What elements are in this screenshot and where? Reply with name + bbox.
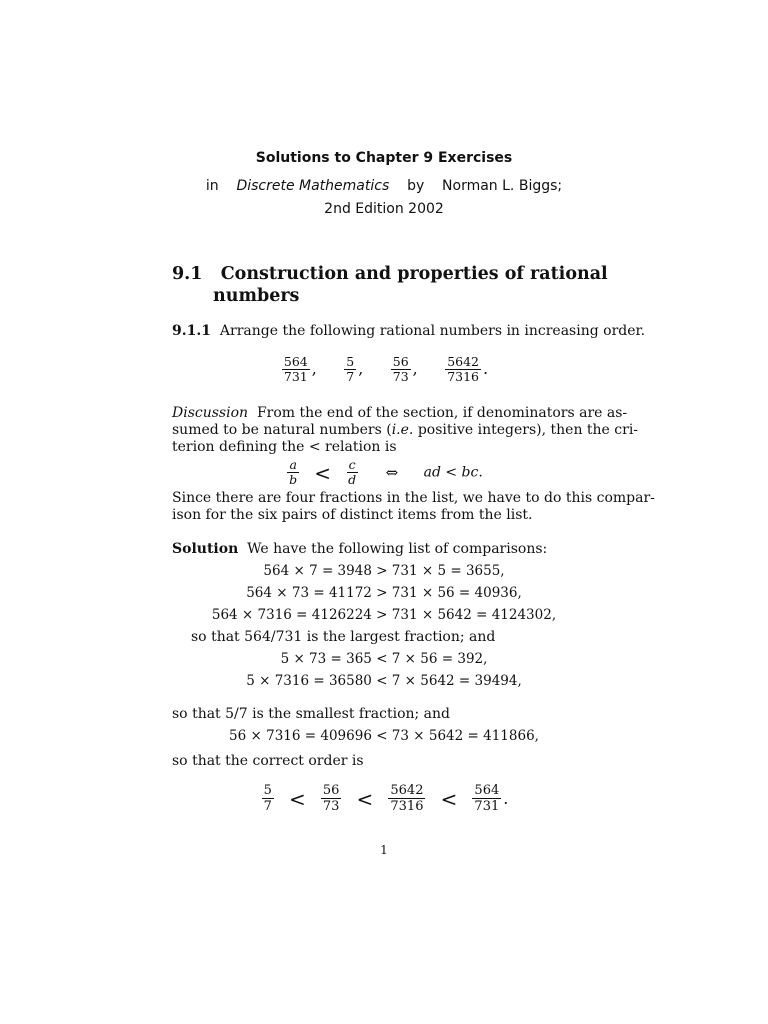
page-number: 1	[380, 843, 388, 857]
exercise-number: 9.1.1	[172, 323, 211, 339]
fraction-a-b: $\frac{a}{b}$	[289, 457, 298, 487]
solution-note-2: so that 5/7 is the smallest fraction; and	[172, 706, 451, 722]
discussion-line1: Discussion From the end of the section, if denominators are as-	[172, 405, 628, 421]
exercise-text: Arrange the following rational numbers in increasing order.	[219, 323, 646, 339]
less-than-symbol: <	[289, 786, 306, 811]
solution-note-1: so that 564/731 is the largest fraction; and	[191, 629, 496, 645]
discussion-after-line2: ison for the six pairs of distinct items from the list.	[172, 507, 533, 523]
fraction-list: $\frac{564}{731}$ , $\frac{5}{7}$ , $\frac{56}{73}$ , $\frac{5642}{7316}$ .	[283, 354, 489, 384]
less-than-symbol: <	[314, 460, 332, 485]
section-heading	[172, 264, 608, 284]
less-than-symbol: <	[440, 786, 458, 811]
solution-note-3: so that the correct order is	[172, 753, 364, 769]
author-name: Norman L. Biggs;	[442, 178, 563, 194]
less-than-symbol: <	[356, 786, 374, 811]
title-text: Solutions to Chapter 9 Exercises	[255, 150, 513, 166]
fraction-1: $\frac{564}{731}$	[283, 354, 308, 384]
exercise-statement	[172, 323, 645, 340]
document-title	[0, 150, 768, 166]
solution-label: Solution	[172, 541, 239, 557]
in-word: in	[205, 178, 219, 194]
discussion-label: Discussion	[172, 405, 249, 421]
order-fraction-2: $\frac{56}{73}$	[322, 783, 340, 814]
book-citation	[0, 178, 768, 194]
book-title: Discrete Mathematics	[236, 178, 390, 194]
equation-1: 564 × 7 = 3948 > 731 × 5 = 3655,	[263, 563, 505, 579]
criterion-formula	[0, 458, 768, 487]
order-fraction-4: $\frac{564}{731}$	[474, 783, 500, 814]
final-order: $\frac{5}{7}$ < $\frac{56}{73}$ < $\frac{5642}{7316}$ < $\frac{564}{731}$ .	[263, 783, 509, 814]
fraction-3: $\frac{56}{73}$	[392, 354, 409, 384]
section-number: 9.1	[172, 264, 203, 284]
edition: 2nd Edition 2002	[324, 201, 444, 217]
discussion-line2: sumed to be natural numbers (i.e. positive integers), then the cri-	[172, 422, 639, 438]
iff-symbol: ⇔	[385, 463, 399, 482]
equation-3: 564 × 7316 = 4126224 > 731 × 5642 = 4124302,	[211, 607, 557, 623]
solution-intro: Solution We have the following list of comparisons:	[172, 541, 548, 557]
equation-6: 56 × 7316 = 409696 < 73 × 5642 = 411866,	[229, 728, 539, 744]
order-fraction-1: $\frac{5}{7}$	[263, 783, 272, 814]
fraction-2: $\frac{5}{7}$	[346, 354, 355, 384]
criterion-rhs: ad < bc.	[423, 464, 483, 481]
order-fraction-3: $\frac{5642}{7316}$	[390, 783, 424, 814]
discussion-line3: terion defining the < relation is	[172, 439, 397, 455]
fraction-4: $\frac{5642}{7316}$	[447, 354, 480, 384]
fraction-c-d: $\frac{c}{d}$	[348, 457, 357, 487]
by-word: by	[407, 178, 425, 194]
equation-5: 5 × 7316 = 36580 < 7 × 5642 = 39494,	[246, 673, 522, 689]
section-title-line2: numbers	[213, 286, 300, 306]
equation-4: 5 × 73 = 365 < 7 × 56 = 392,	[280, 651, 488, 667]
section-title-line1: Construction and properties of rational	[220, 264, 608, 284]
discussion-after-line1: Since there are four fractions in the list, we have to do this compar-	[172, 490, 655, 506]
equation-2: 564 × 73 = 41172 > 731 × 56 = 40936,	[246, 585, 522, 601]
